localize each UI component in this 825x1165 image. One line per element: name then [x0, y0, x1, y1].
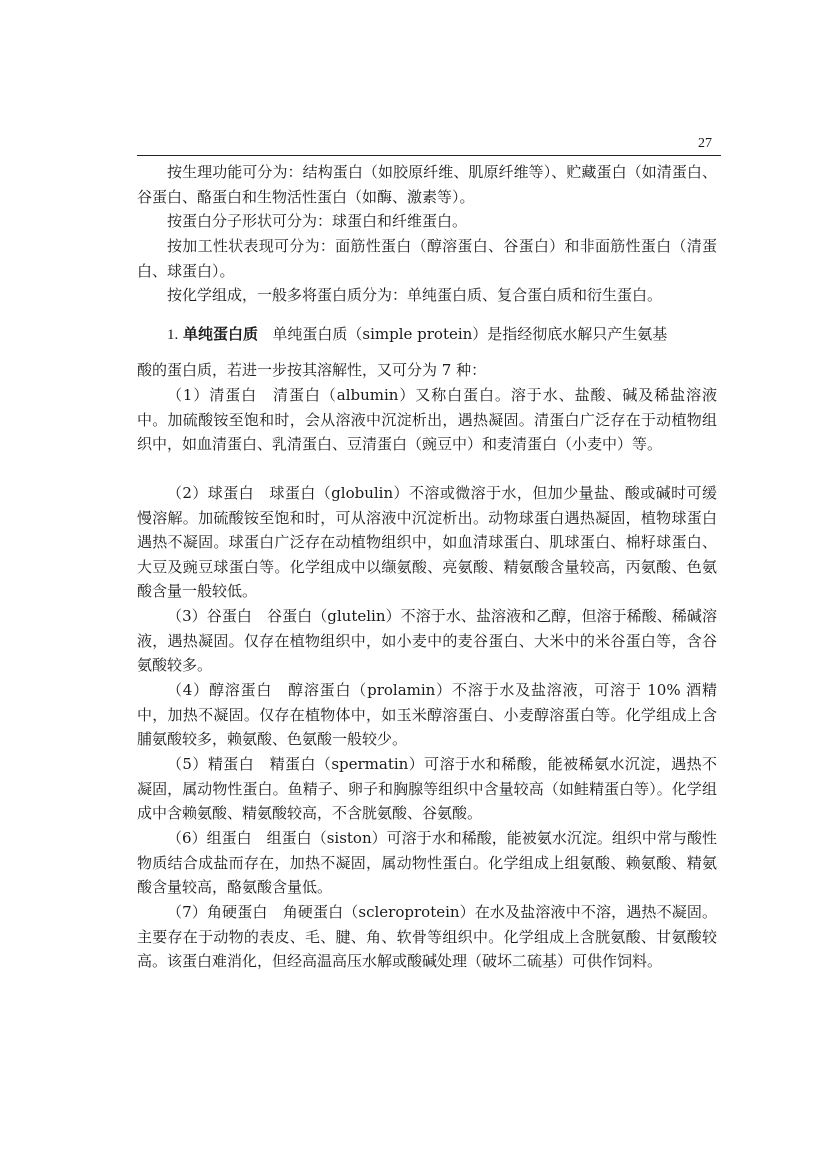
- item-prolamin: （4）醇溶蛋白 醇溶蛋白（prolamin）不溶于水及盐溶液，可溶于 10% 酒精中，加热不凝固。仅存在植物体中，如玉米醇溶蛋白、小麦醇溶蛋白等。化学组成上含脯氨酸较多，赖氨酸、色氨酸一般较少。: [137, 681, 717, 748]
- item-scleroprotein: （7）角硬蛋白 角硬蛋白（scleroprotein）在水及盐溶液中不溶，遇热不凝固。主要存在于动物的表皮、毛、腱、角、软骨等组织中。化学组成上含胱氨酸、甘氨酸较高。该蛋白难消化，但经高温高压水解或酸碱处理（破坏二硫基）可供作饲料。: [137, 903, 717, 970]
- section-heading-simple-protein: [137, 322, 717, 348]
- paragraph-shape-classification: 按蛋白分子形状可分为：球蛋白和纤维蛋白。: [167, 212, 468, 230]
- item-histone: （6）组蛋白 组蛋白（siston）可溶于水和稀酸，能被氨水沉淀。组织中常与酸性物质结合成盐而存在，加热不凝固，属动物性蛋白。化学组成上组氨酸、赖氨酸、精氨酸含量较高，酪氨酸含量低。: [137, 829, 717, 896]
- header-rule: [137, 155, 721, 156]
- paragraph-processing-classification: 按加工性状表现可分为：面筋性蛋白（醇溶蛋白、谷蛋白）和非面筋性蛋白（清蛋白、球蛋白）。: [137, 237, 717, 280]
- paragraph-chemical-classification: 按化学组成，一般多将蛋白质分为：单纯蛋白质、复合蛋白质和衍生蛋白。: [167, 286, 663, 304]
- section-title: 单纯蛋白质: [183, 325, 259, 343]
- item-glutelin: （3）谷蛋白 谷蛋白（glutelin）不溶于水、盐溶液和乙醇，但溶于稀酸、稀碱溶液，遇热凝固。仅存在植物组织中，如小麦中的麦谷蛋白、大米中的米谷蛋白等，含谷氨酸较多。: [137, 607, 717, 674]
- section-text: 单纯蛋白质（simple protein）是指经彻底水解只产生氨基: [272, 325, 668, 343]
- paragraph-functional-classification: 按生理功能可分为：结构蛋白（如胶原纤维、肌原纤维等）、贮藏蛋白（如清蛋白、谷蛋白、酪蛋白和生物活性蛋白（如酶、激素等）。: [137, 163, 717, 206]
- item-albumin: （1）清蛋白 清蛋白（albumin）又称白蛋白。溶于水、盐酸、碱及稀盐溶液中。加硫酸铵至饱和时，会从溶液中沉淀析出，遇热凝固。清蛋白广泛存在于动植物组织中，如血清蛋白、乳清蛋白、豆清蛋白（豌豆中）和麦清蛋白（小麦中）等。: [137, 386, 717, 453]
- section-continuation: 酸的蛋白质，若进一步按其溶解性，又可分为 7 种：: [137, 361, 487, 379]
- section-number: 1.: [167, 327, 179, 343]
- page-number: 27: [698, 136, 712, 151]
- item-globulin: （2）球蛋白 球蛋白（globulin）不溶或微溶于水，但加少量盐、酸或碱时可缓慢溶解。加硫酸铵至饱和时，可从溶液中沉淀析出。动物球蛋白遇热凝固，植物球蛋白遇热不凝固。球蛋白广泛存在动植物组织中，如血清球蛋白、肌球蛋白、棉籽球蛋白、大豆及豌豆球蛋白等。化学组成中以缬氨酸、亮氨酸、精氨酸含量较高，丙氨酸、色氨酸含量一般较低。: [137, 484, 717, 600]
- item-spermatin: （5）精蛋白 精蛋白（spermatin）可溶于水和稀酸，能被稀氨水沉淀，遇热不凝固，属动物性蛋白。鱼精子、卵子和胸腺等组织中含量较高（如鲑精蛋白等）。化学组成中含赖氨酸、精氨酸较高，不含胱氨酸、谷氨酸。: [137, 755, 717, 822]
